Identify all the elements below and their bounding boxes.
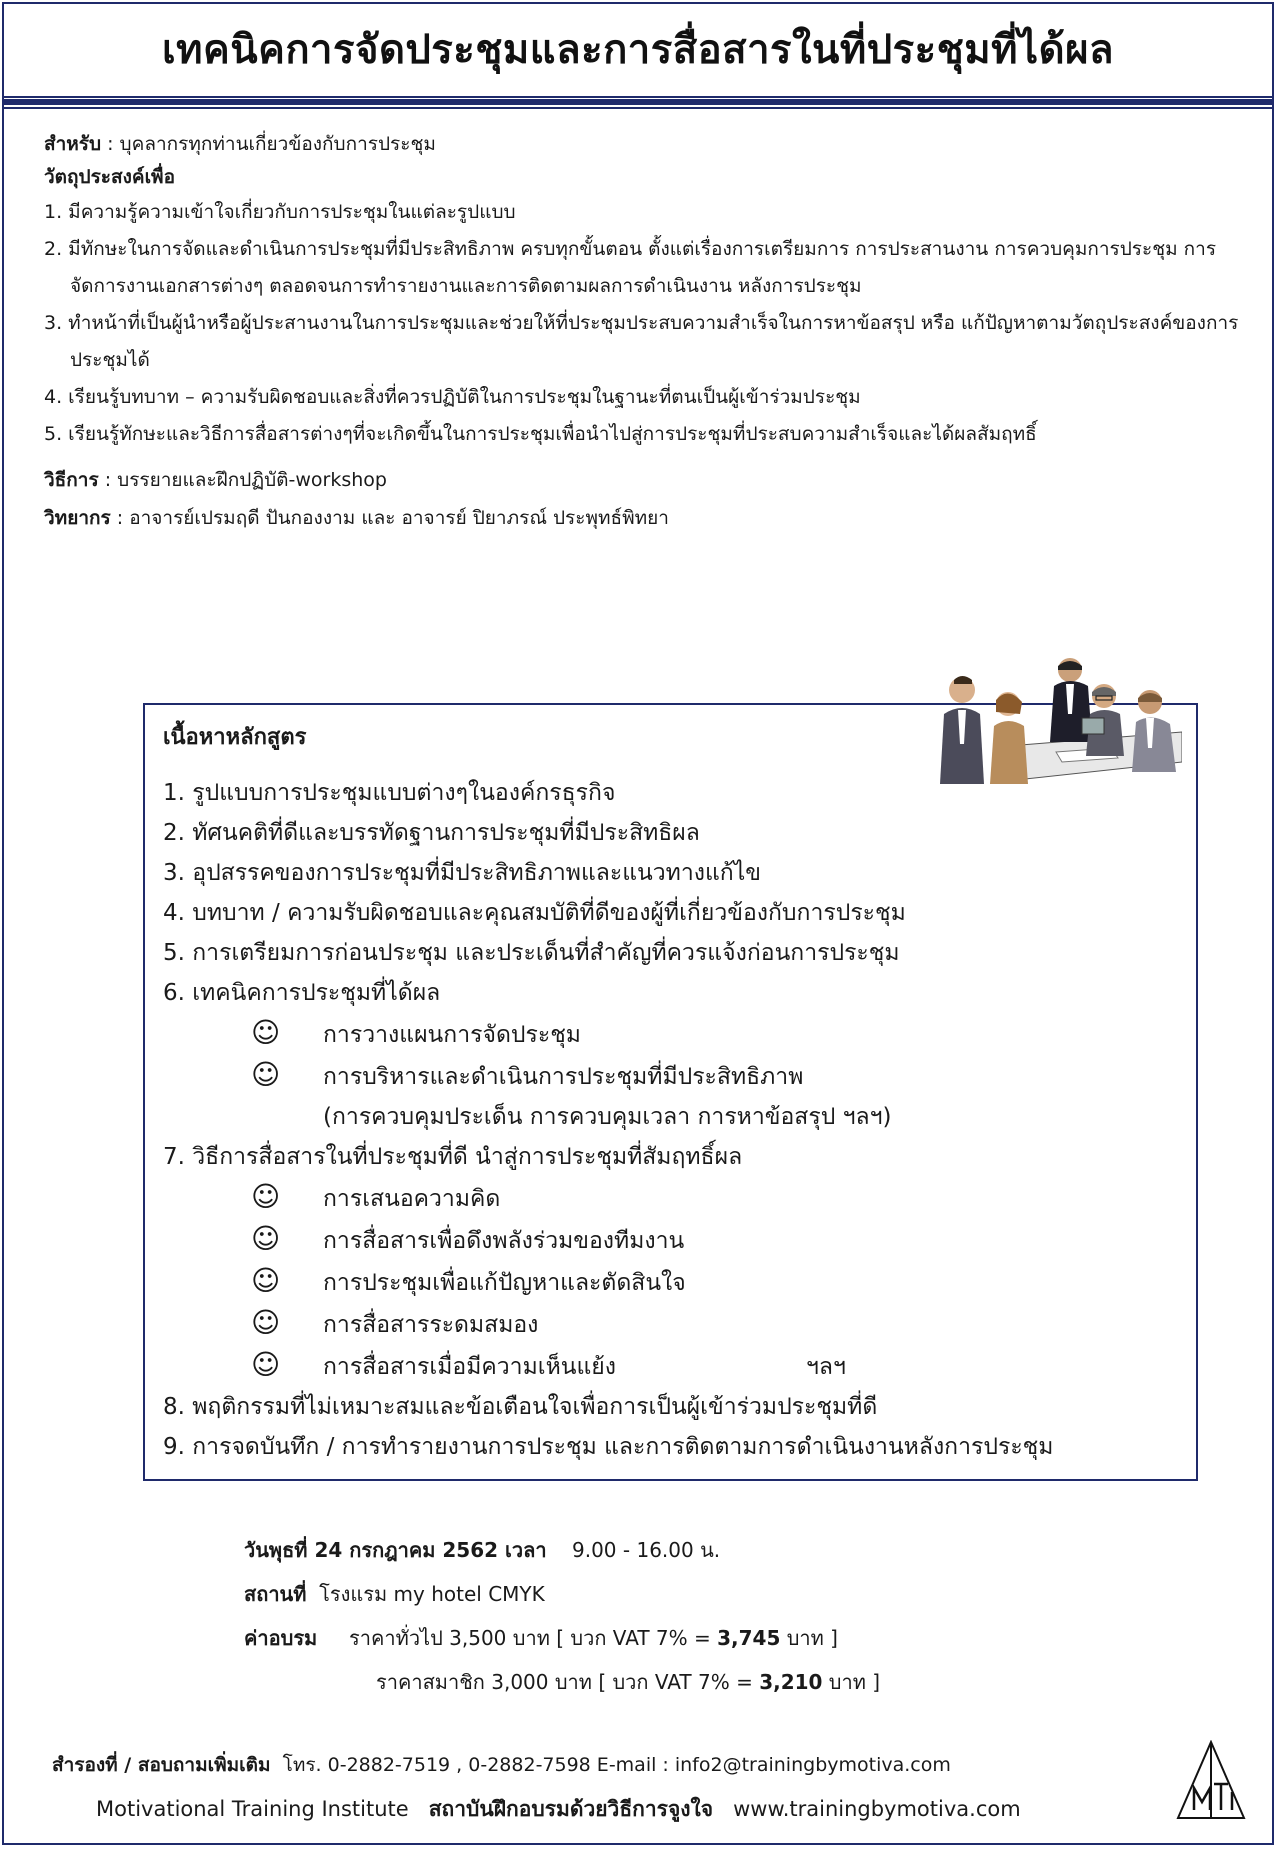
footer bbox=[96, 1793, 1021, 1826]
content-subitem: ☺ การสื่อสารเมื่อมีความเห็นแย้ง ฯลฯ bbox=[163, 1345, 1183, 1387]
objectives-heading: วัตถุประสงค์เพื่อ bbox=[44, 166, 175, 188]
content-item: 9. การจดบันทึก / การทำรายงานการประชุม และการติดตามการดำเนินงานหลังการประชุม bbox=[163, 1434, 1054, 1460]
price-member-total: 3,210 bbox=[759, 1670, 823, 1694]
content-subitem-note: (การควบคุมประเด็น การควบคุมเวลา การหาข้อสรุป ฯลฯ) bbox=[323, 1104, 892, 1130]
price-member: ราคาสมาชิก 3,000 บาท [ บวก VAT 7% = bbox=[376, 1670, 760, 1694]
venue-value: โรงแรม my hotel CMYK bbox=[319, 1582, 545, 1606]
smiley-icon: ☺ bbox=[251, 1264, 281, 1297]
date-line bbox=[244, 1528, 880, 1572]
objectives-list bbox=[44, 194, 1244, 453]
objective-item: 2. มีทักษะในการจัดและดำเนินการประชุมที่มีประสิทธิภาพ ครบทุกขั้นตอน ตั้งแต่เรื่องการเตรียมการ การประสานงาน การควบคุมการประชุม การจัดการงานเอกสารต่างๆ ตลอดจนการทำรายงานและการติดตามผลการดำเนินงาน หลังการประชุม bbox=[44, 238, 1217, 297]
audience-label: สำหรับ bbox=[44, 133, 102, 155]
smiley-icon: ☺ bbox=[251, 1058, 281, 1091]
time-value: 9.00 - 16.00 น. bbox=[572, 1538, 721, 1562]
venue-line bbox=[244, 1572, 880, 1616]
method-value: : บรรยายและฝึกปฏิบัติ-workshop bbox=[104, 469, 387, 491]
course-content-box bbox=[143, 703, 1198, 1481]
price-general-total: 3,745 bbox=[717, 1626, 781, 1650]
content-item: 3. อุปสรรคของการประชุมที่มีประสิทธิภาพและแนวทางแก้ไข bbox=[163, 860, 762, 886]
etc-mark: ฯลฯ bbox=[806, 1354, 846, 1380]
content-subitem: ☺ การวางแผนการจัดประชุม bbox=[163, 1013, 1183, 1055]
contact-label: สำรองที่ / สอบถามเพิ่มเติม bbox=[52, 1754, 271, 1776]
content-item: 5. การเตรียมการก่อนประชุม และประเด็นที่สำคัญที่ควรแจ้งก่อนการประชุม bbox=[163, 940, 900, 966]
speakers-value: : อาจารย์เปรมฤดี ปันกองงาม และ อาจารย์ ปิยาภรณ์ ประพุทธ์พิทยา bbox=[116, 507, 669, 529]
contact-line bbox=[52, 1750, 951, 1780]
speakers-line bbox=[44, 499, 1244, 537]
objective-item: 4. เรียนรู้บทบาท – ความรับผิดชอบและสิ่งที่ควรปฏิบัติในการประชุมในฐานะที่ตนเป็นผู้เข้าร่วมประชุม bbox=[44, 386, 861, 408]
venue-label: สถานที่ bbox=[244, 1582, 307, 1606]
title-banner bbox=[2, 2, 1274, 98]
event-details bbox=[244, 1528, 880, 1704]
method-line bbox=[44, 461, 1244, 499]
smiley-icon: ☺ bbox=[251, 1222, 281, 1255]
content-item: 1. รูปแบบการประชุมแบบต่างๆในองค์กรธุรกิจ bbox=[163, 780, 616, 806]
smiley-icon: ☺ bbox=[251, 1306, 281, 1339]
date-label: วันพุธที่ 24 กรกฎาคม 2562 เวลา bbox=[244, 1538, 547, 1562]
fee-member-line: ราคาสมาชิก 3,000 บาท [ บวก VAT 7% = 3,210 บาท ] bbox=[376, 1670, 881, 1694]
title-divider bbox=[2, 99, 1274, 105]
content-heading: เนื้อหาหลักสูตร bbox=[163, 725, 307, 750]
fee-line: ค่าอบรม ราคาทั่วไป 3,500 บาท [ บวก VAT 7% = 3,745 บาท ] bbox=[244, 1626, 838, 1650]
smiley-icon: ☺ bbox=[251, 1348, 281, 1381]
content-subitem: ☺ การบริหารและดำเนินการประชุมที่มีประสิทธิภาพ bbox=[163, 1055, 1183, 1097]
content-subitem: ☺ การสื่อสารเพื่อดึงพลังร่วมของทีมงาน bbox=[163, 1219, 1183, 1261]
speakers-label: วิทยากร bbox=[44, 507, 111, 529]
fee-label: ค่าอบรม bbox=[244, 1626, 318, 1650]
page-title: เทคนิคการจัดประชุมและการสื่อสารในที่ประชุมที่ได้ผล bbox=[161, 27, 1115, 73]
org-name-th: สถาบันฝึกอบรมด้วยวิธีการจูงใจ bbox=[428, 1797, 714, 1821]
website-link[interactable]: www.trainingbymotiva.com bbox=[733, 1797, 1021, 1821]
business-meeting-people-icon bbox=[936, 652, 1182, 784]
objective-item: 1. มีความรู้ความเข้าใจเกี่ยวกับการประชุมในแต่ละรูปแบบ bbox=[44, 201, 516, 223]
content-list bbox=[163, 773, 1183, 1467]
contact-text: โทร. 0-2882-7519 , 0-2882-7598 E-mail : info2@trainingbymotiva.com bbox=[282, 1754, 951, 1776]
price-general: ราคาทั่วไป 3,500 บาท [ บวก VAT 7% = bbox=[349, 1626, 718, 1650]
content-item: 8. พฤติกรรมที่ไม่เหมาะสมและข้อเตือนใจเพื่อการเป็นผู้เข้าร่วมประชุมที่ดี bbox=[163, 1394, 878, 1420]
content-item: 6. เทคนิคการประชุมที่ได้ผล bbox=[163, 980, 441, 1006]
smiley-icon: ☺ bbox=[251, 1180, 281, 1213]
intro-section bbox=[44, 128, 1244, 537]
content-subitem: ☺ การสื่อสารระดมสมอง bbox=[163, 1303, 1183, 1345]
objective-item: 3. ทำหน้าที่เป็นผู้นำหรือผู้ประสานงานในการประชุมและช่วยให้ที่ประชุมประสบความสำเร็จในการหาข้อสรุป หรือ แก้ปัญหาตามวัตถุประสงค์ของการประชุมได้ bbox=[44, 312, 1239, 371]
title-divider-thin bbox=[2, 107, 1274, 109]
org-name-en: Motivational Training Institute bbox=[96, 1797, 409, 1821]
audience-value: : บุคลากรทุกท่านเกี่ยวข้องกับการประชุม bbox=[107, 133, 436, 155]
smiley-icon: ☺ bbox=[251, 1016, 281, 1049]
audience-line bbox=[44, 128, 1244, 161]
content-subitem: ☺ การเสนอความคิด bbox=[163, 1177, 1183, 1219]
content-subitem: ☺ การประชุมเพื่อแก้ปัญหาและตัดสินใจ bbox=[163, 1261, 1183, 1303]
content-item: 2. ทัศนคติที่ดีและบรรทัดฐานการประชุมที่มีประสิทธิผล bbox=[163, 820, 700, 846]
content-item: 7. วิธีการสื่อสารในที่ประชุมที่ดี นำสู่การประชุมที่สัมฤทธิ์ผล bbox=[163, 1144, 743, 1170]
content-item: 4. บทบาท / ความรับผิดชอบและคุณสมบัติที่ดีของผู้ที่เกี่ยวข้องกับการประชุม bbox=[163, 900, 906, 926]
mti-logo-icon bbox=[1176, 1740, 1246, 1822]
objective-item: 5. เรียนรู้ทักษะและวิธีการสื่อสารต่างๆที่จะเกิดขึ้นในการประชุมเพื่อนำไปสู่การประชุมที่ประสบความสำเร็จและได้ผลสัมฤทธิ์ bbox=[44, 423, 1037, 445]
method-label: วิธีการ bbox=[44, 469, 99, 491]
